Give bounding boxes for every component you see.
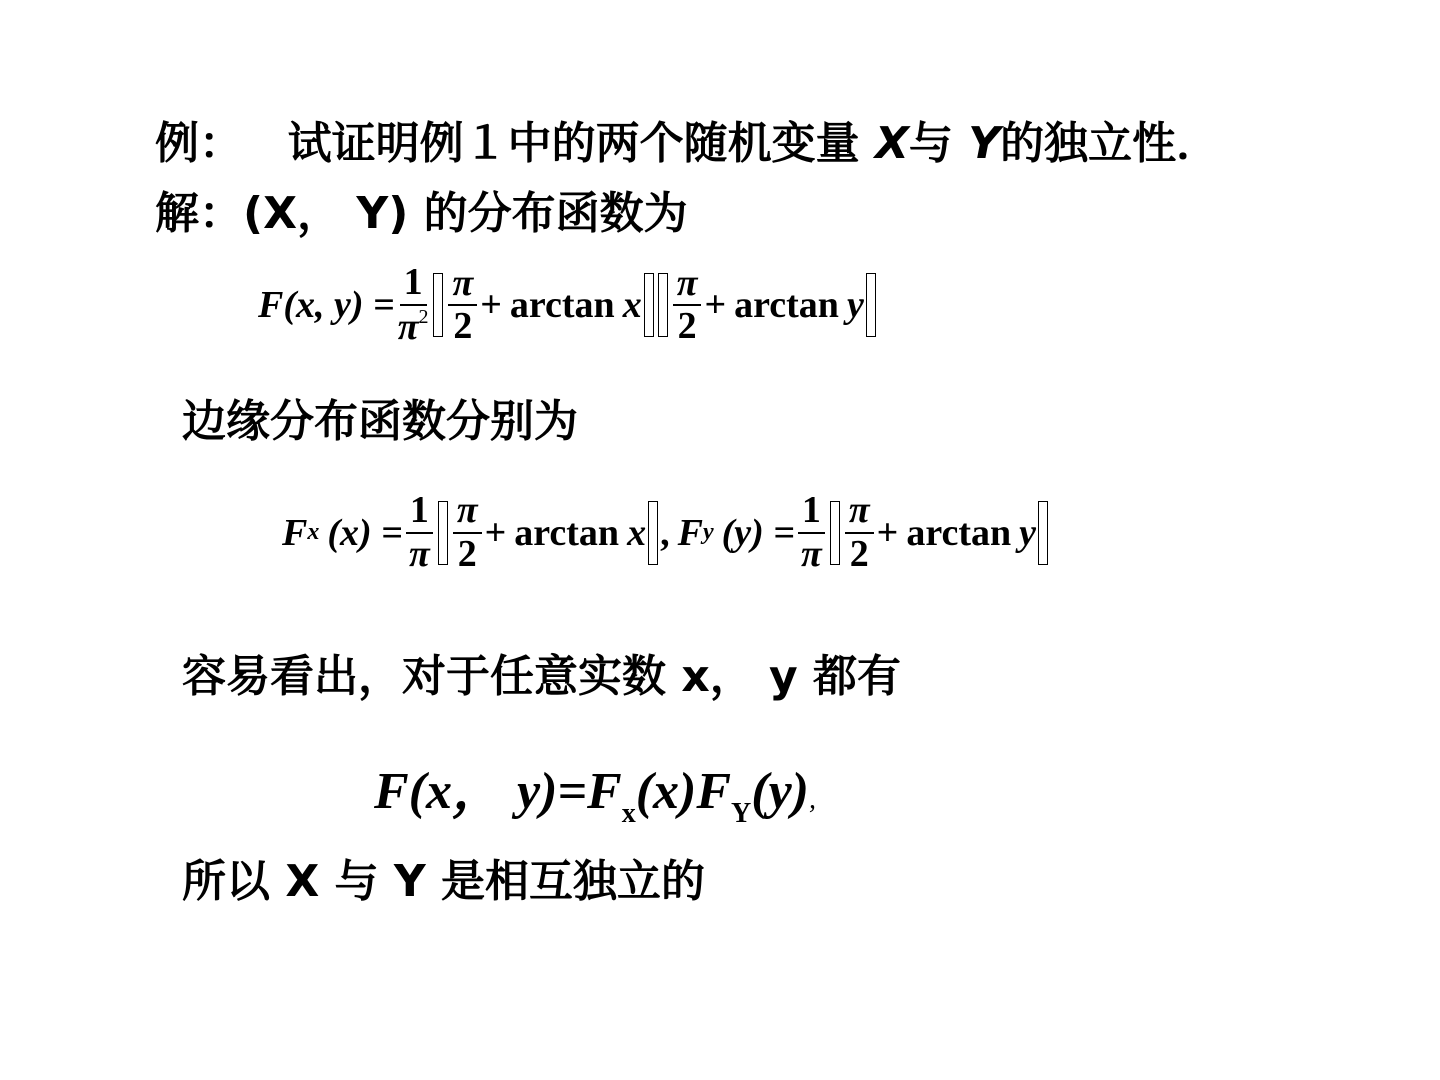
solution-label: 解： bbox=[155, 188, 243, 239]
observation-text: 容易看出，对于任意实数 x， y 都有 bbox=[182, 651, 902, 702]
solution-pair: (X， Y) bbox=[243, 188, 409, 239]
comma: , bbox=[660, 511, 670, 554]
example-statement bbox=[155, 118, 1221, 169]
bracket-glyph bbox=[866, 273, 876, 337]
variable-x: X bbox=[874, 118, 909, 169]
bracket-glyph bbox=[644, 273, 654, 337]
pi-half-fraction: $\frac{\pi}{2}$ bbox=[845, 490, 874, 576]
var-x: x bbox=[622, 284, 642, 327]
subscript-y: y bbox=[702, 519, 714, 546]
product-mid: (x)F bbox=[635, 763, 732, 820]
coef-numerator: 1 bbox=[400, 262, 427, 306]
bracket-glyph bbox=[433, 273, 443, 337]
bracket-glyph bbox=[648, 501, 658, 565]
marginal-F: F bbox=[282, 511, 308, 554]
marginal-label: 边缘分布函数分别为 bbox=[182, 396, 578, 447]
example-prefix: 例： bbox=[155, 118, 243, 169]
coef-denominator: $\pi^2$ bbox=[397, 305, 429, 348]
product-lhs: F(x， y)=F bbox=[374, 763, 622, 820]
solution-text: 的分布函数为 bbox=[423, 188, 688, 239]
product-end: (y) bbox=[751, 763, 809, 820]
marginal-distribution-formulas bbox=[282, 490, 1050, 576]
pi-half-fraction: $\frac{\pi}{2}$ bbox=[673, 263, 702, 349]
plus-sign: + bbox=[704, 284, 727, 327]
arctan-label: arctan bbox=[734, 284, 839, 327]
conclusion-text: 所以 X 与 Y 是相互独立的 bbox=[182, 856, 706, 907]
variable-y: Y bbox=[968, 118, 1001, 169]
subscript-Y: Y bbox=[731, 798, 752, 829]
solution-intro bbox=[155, 188, 688, 239]
plus-sign: + bbox=[484, 511, 507, 554]
plus-sign: + bbox=[480, 284, 502, 327]
arctan-label: arctan bbox=[514, 511, 620, 554]
var-y: y bbox=[1019, 511, 1037, 554]
coefficient-fraction bbox=[398, 262, 429, 349]
marginal-F: F bbox=[677, 511, 703, 554]
marginal-arg-y: (y) = bbox=[721, 511, 795, 554]
plus-sign: + bbox=[876, 511, 899, 554]
one-over-pi: $\frac{1}{\pi}$ bbox=[406, 490, 433, 576]
subscript-x: x bbox=[307, 519, 320, 546]
subscript-x: x bbox=[621, 798, 636, 829]
bracket-glyph bbox=[1038, 501, 1048, 565]
marginal-arg-x: (x) = bbox=[327, 511, 403, 554]
example-mid: 与 bbox=[908, 118, 953, 169]
var-x: x bbox=[627, 511, 647, 554]
one-over-pi: $\frac{1}{\pi}$ bbox=[798, 490, 825, 576]
comma: , bbox=[809, 784, 816, 815]
joint-lhs: F(x, y) = bbox=[258, 284, 395, 327]
joint-distribution-formula bbox=[258, 262, 878, 349]
bracket-glyph bbox=[658, 273, 668, 337]
pi-half-fraction: $\frac{\pi}{2}$ bbox=[448, 263, 477, 349]
bracket-glyph bbox=[830, 501, 840, 565]
arctan-label: arctan bbox=[906, 511, 1012, 554]
example-text-b: 的独立性． bbox=[1000, 118, 1221, 169]
pi-half-fraction: $\frac{\pi}{2}$ bbox=[453, 490, 482, 576]
var-y: y bbox=[846, 284, 864, 327]
product-formula bbox=[374, 748, 816, 830]
arctan-label: arctan bbox=[509, 284, 615, 327]
example-text-a: 试证明例１中的两个随机变量 bbox=[287, 118, 860, 169]
bracket-glyph bbox=[438, 501, 448, 565]
